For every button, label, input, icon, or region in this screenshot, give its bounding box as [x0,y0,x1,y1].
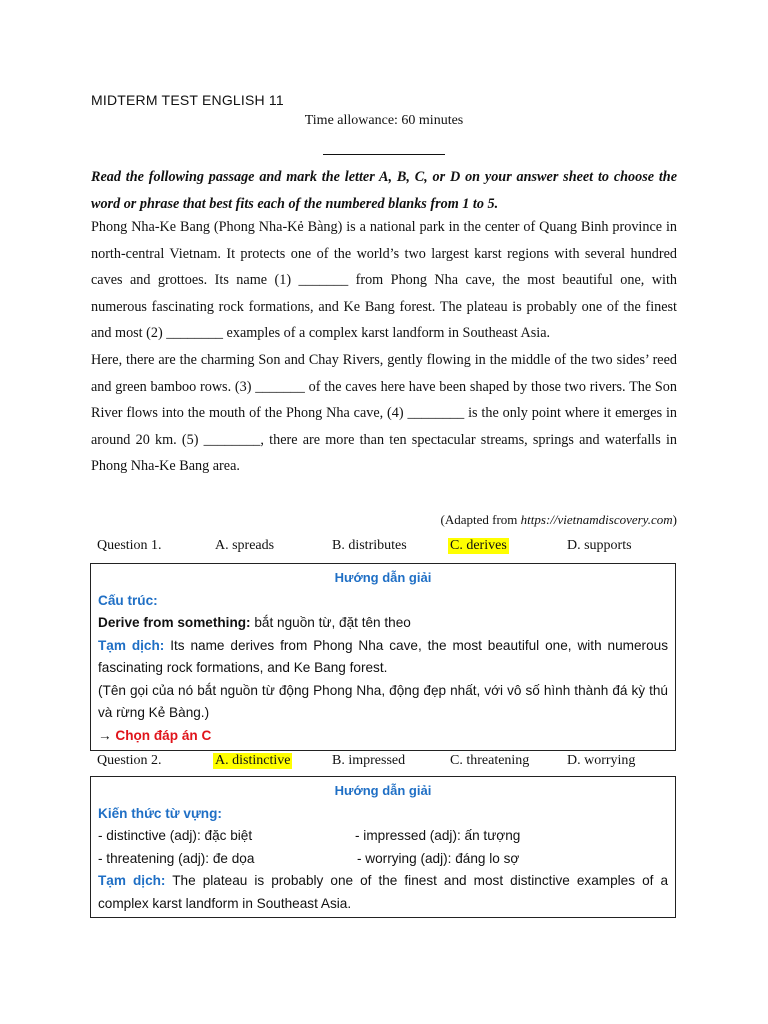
vocab-row-2 [98,848,668,871]
translation-label: Tạm dịch: [98,637,165,653]
question-label: Question 1. [97,538,162,553]
structure-phrase: Derive from something: [98,615,251,630]
translation-text: The plateau is probably one of the finest and most distinctive examples of a complex karst landform in Southeast Asia. [98,873,669,911]
vocab-row-1 [98,825,668,848]
vocab-item: - impressed (adj): ấn tượng [355,828,521,843]
reading-passage [91,214,677,480]
option-b: B. impressed [332,753,406,768]
explanation-heading: Hướng dẫn giải [334,783,432,798]
structure-label: Cấu trúc: [98,592,158,608]
vocabulary-label: Kiến thức từ vựng: [98,805,222,821]
structure-meaning: bắt nguồn từ, đặt tên theo [250,615,411,630]
option-c-highlighted: C. derives [450,538,507,553]
source-suffix: ) [672,512,677,527]
answer-text: Chọn đáp án C [115,727,212,743]
explanation-heading: Hướng dẫn giải [334,570,432,585]
test-title: MIDTERM TEST ENGLISH 11 [91,92,284,108]
vocab-item: - threatening (adj): đe dọa [98,850,255,866]
question-label: Question 2. [97,753,162,768]
vocab-item: - worrying (adj): đáng lo sợ [357,850,520,866]
option-a-highlighted: A. distinctive [215,753,291,768]
vocab-item: - distinctive (adj): đặc biệt [98,828,253,843]
divider-line [323,154,445,155]
source-url: https://vietnamdiscovery.com [520,512,673,527]
option-c: C. threatening [450,753,530,768]
option-d: D. worrying [567,753,636,768]
explanation-box-1 [90,563,676,751]
explanation-box-2 [90,776,676,918]
translation-label: Tạm dịch: [98,873,166,888]
passage-paragraph-2: Here, there are the charming Son and Chay Rivers, gently flowing in the middle of the two sides’ reed and green bamboo rows. (3) _______ of the caves here have been shaped by those two rivers. The Son River flows into the mouth of the Phong Nha cave, (4) ________ is the only point where it emerges in around 20 km. (5) ________, there are more than ten spectacular streams, springs and waterfalls in Phong Nha-Ke Bang area. [91,351,677,475]
passage-paragraph-1: Phong Nha-Ke Bang (Phong Nha-Kẻ Bàng) is a national park in the center of Quang Binh province in north-central Vietnam. It protects one of the world’s two largest karst regions with several hundred caves and grottoes. Its name (1) _______ from Phong Nha cave, the most beautiful one, with numerous fascinating rock formations, and Ke Bang forest. The plateau is probably one of the finest and most (2) ________ examples of a complex karst landform in Southeast Asia. [91,219,677,342]
source-citation [441,512,677,528]
vietnamese-translation: (Tên gọi của nó bắt nguồn từ động Phong Nha, động đẹp nhất, với vô số hình thành đá kỳ thú và rừng Kẻ Bàng.) [98,682,668,720]
translation-text: Its name derives from Phong Nha cave, the most beautiful one, with numerous fascinating rock formations, and Ke Bang forest. [98,637,668,675]
time-allowance: Time allowance: 60 minutes [304,113,464,128]
arrow-icon: → [98,727,112,743]
instruction-text: Read the following passage and mark the letter A, B, C, or D on your answer sheet to choose the word or phrase that best fits each of the numbered blanks from 1 to 5. [91,169,677,212]
source-prefix: (Adapted from [440,512,521,527]
option-b: B. distributes [332,538,407,553]
option-d: D. supports [567,538,632,553]
option-a: A. spreads [215,538,275,553]
